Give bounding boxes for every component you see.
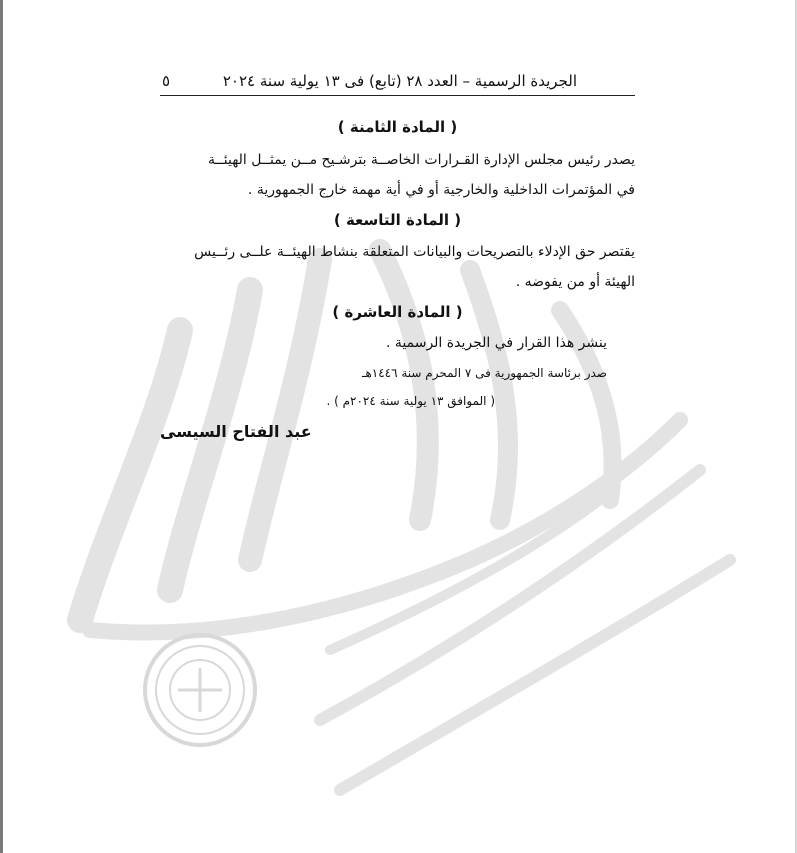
issuance-line-2: ( الموافق ١٣ يولية سنة ٢٠٢٤م ) .: [326, 394, 495, 408]
gazette-header: [160, 68, 635, 96]
page-number: ٥: [162, 72, 171, 90]
article-10-line-1: ينشر هذا القرار في الجريدة الرسمية .: [385, 335, 607, 351]
viewer-left-border: [0, 0, 3, 853]
document-page: [160, 68, 635, 468]
issuance-line-1: صدر برئاسة الجمهورية فى ٧ المحرم سنة ١٤٤٦هـ: [361, 366, 607, 380]
article-8-line-2: في المؤتمرات الداخلية والخارجية أو في أية مهمة خارج الجمهورية .: [247, 182, 635, 198]
seal-icon: [145, 635, 255, 745]
header-title: الجريدة الرسمية – العدد ٢٨ (تابع) فى ١٣ يولية سنة ٢٠٢٤: [222, 72, 577, 90]
article-9-line-2: الهيئة أو من يفوضه .: [515, 274, 635, 290]
article-9-heading: ( المادة التاسعة ): [333, 211, 462, 229]
signature: عبد الفتاح السيسى: [160, 422, 312, 441]
article-9-line-1: يقتصر حق الإدلاء بالتصريحات والبيانات المتعلقة بنشاط الهيئــة علــى رئــيس: [194, 244, 635, 260]
article-8-heading: ( المادة الثامنة ): [337, 118, 458, 136]
article-8-line-1: يصدر رئيس مجلس الإدارة القـرارات الخاصــة بترشـيح مــن يمثــل الهيئــة: [208, 152, 635, 168]
article-10-heading: ( المادة العاشرة ): [332, 303, 463, 321]
